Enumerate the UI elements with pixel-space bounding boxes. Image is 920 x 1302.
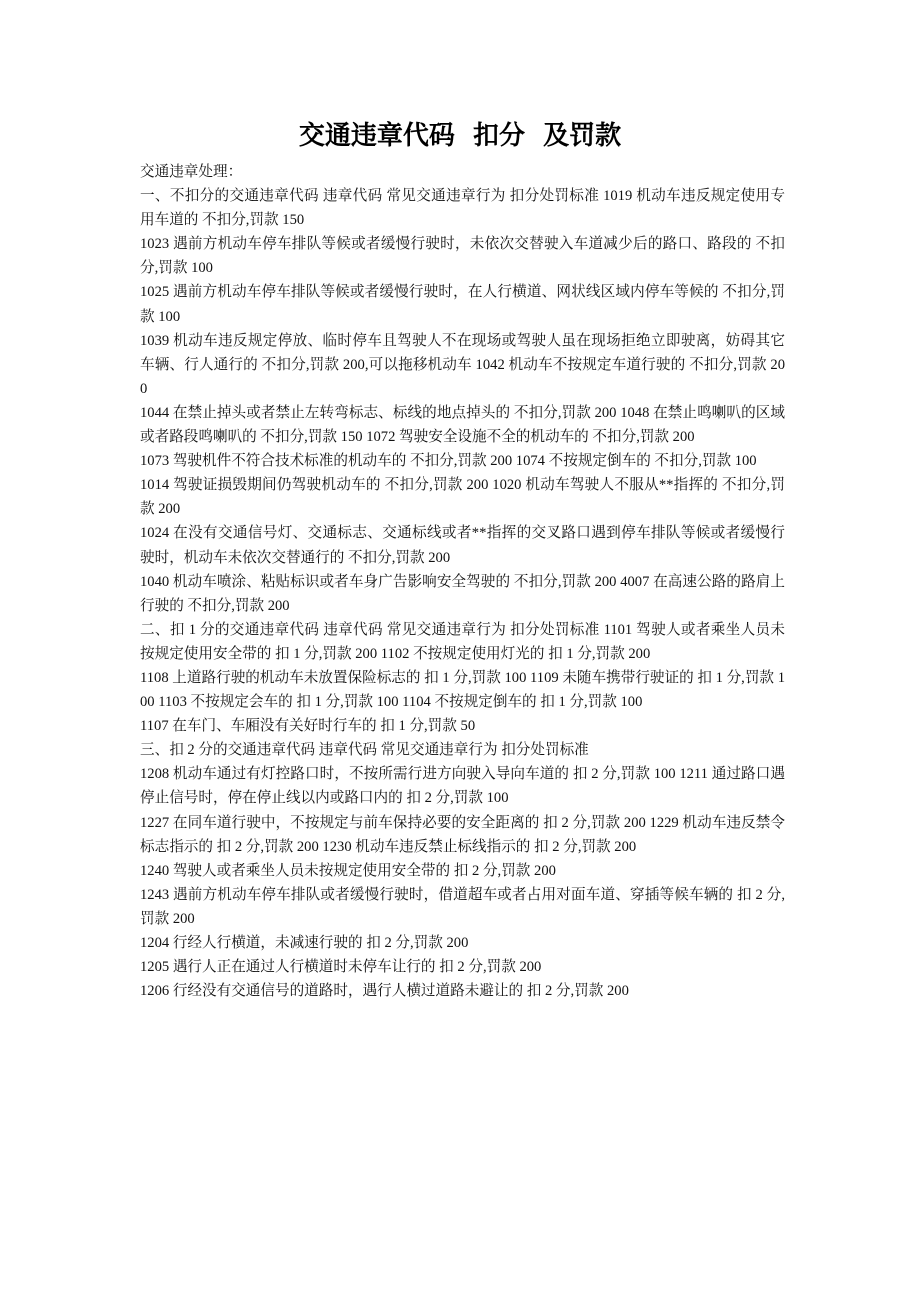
- document-body: [140, 160, 785, 1003]
- paragraph: 1024 在没有交通信号灯、交通标志、交通标线或者**指挥的交叉路口遇到停车排队等候或者缓慢行驶时，机动车未依次交替通行的 不扣分,罚款 200: [140, 525, 785, 566]
- paragraph: 1039 机动车违反规定停放、临时停车且驾驶人不在现场或驾驶人虽在现场拒绝立即驶离，妨碍其它车辆、行人通行的 不扣分,罚款 200,可以拖移机动车 1042 机动车不按规定车道行驶的 不扣分,罚款 200: [140, 332, 785, 397]
- paragraph: 1240 驾驶人或者乘坐人员未按规定使用安全带的 扣 2 分,罚款 200: [140, 862, 556, 879]
- paragraph: 1204 行经人行横道，未减速行驶的 扣 2 分,罚款 200: [140, 935, 469, 951]
- section-paragraph: 二、扣 1 分的交通违章代码 违章代码 常见交通违章行为 扣分处罚标准 1101 驾驶人或者乘坐人员未按规定使用安全带的 扣 1 分,罚款 200 1102 不按规定使用灯光的 扣 1 分,罚款 200: [140, 621, 785, 662]
- paragraph: 1025 遇前方机动车停车排队等候或者缓慢行驶时，在人行横道、网状线区域内停车等候的 不扣分,罚款 100: [140, 284, 785, 325]
- document-title: 交通违章代码 扣分 及罚款: [298, 121, 622, 151]
- paragraph: 1040 机动车喷涂、粘贴标识或者车身广告影响安全驾驶的 不扣分,罚款 200 4007 在高速公路的路肩上行驶的 不扣分,罚款 200: [140, 573, 785, 614]
- paragraph: 1014 驾驶证损毁期间仍驾驶机动车的 不扣分,罚款 200 1020 机动车驾驶人不服从**指挥的 不扣分,罚款 200: [140, 477, 785, 518]
- paragraph: 1023 遇前方机动车停车排队等候或者缓慢行驶时，未依次交替驶入车道减少后的路口、路段的 不扣分,罚款 100: [140, 236, 785, 277]
- paragraph: 1108 上道路行驶的机动车未放置保险标志的 扣 1 分,罚款 100 1109 未随车携带行驶证的 扣 1 分,罚款 100 1103 不按规定会车的 扣 1 分,罚款 100 1104 不按规定倒车的 扣 1 分,罚款 100: [140, 669, 785, 711]
- paragraph: 1206 行经没有交通信号的道路时，遇行人横过道路未避让的 扣 2 分,罚款 200: [140, 983, 629, 1000]
- paragraph: 1044 在禁止掉头或者禁止左转弯标志、标线的地点掉头的 不扣分,罚款 200 1048 在禁止鸣喇叭的区域或者路段鸣喇叭的 不扣分,罚款 150 1072 驾驶安全设施不全的机动车的 不扣分,罚款 200: [140, 404, 785, 446]
- paragraph-heading: 交通违章处理：: [140, 164, 243, 180]
- section-paragraph: 三、扣 2 分的交通违章代码 违章代码 常见交通违章行为 扣分处罚标准: [140, 742, 589, 759]
- paragraph: 1243 遇前方机动车停车排队或者缓慢行驶时，借道超车或者占用对面车道、穿插等候车辆的 扣 2 分,罚款 200: [140, 886, 785, 927]
- paragraph: 一、不扣分的交通违章代码 违章代码 常见交通违章行为 扣分处罚标准 1019 机动车违反规定使用专用车道的 不扣分,罚款 150: [140, 188, 785, 229]
- paragraph: 1073 驾驶机件不符合技术标准的机动车的 不扣分,罚款 200 1074 不按规定倒车的 不扣分,罚款 100: [140, 453, 757, 470]
- paragraph: 1205 遇行人正在通过人行横道时未停车让行的 扣 2 分,罚款 200: [140, 959, 542, 976]
- paragraph: 1208 机动车通过有灯控路口时，不按所需行进方向驶入导向车道的 扣 2 分,罚款 100 1211 通过路口遇停止信号时，停在停止线以内或路口内的 扣 2 分,罚款 100: [140, 766, 785, 807]
- paragraph: 1227 在同车道行驶中，不按规定与前车保持必要的安全距离的 扣 2 分,罚款 200 1229 机动车违反禁令标志指示的 扣 2 分,罚款 200 1230 机动车违反禁止标线指示的 扣 2 分,罚款 200: [140, 814, 785, 855]
- paragraph: 1107 在车门、车厢没有关好时行车的 扣 1 分,罚款 50: [140, 718, 476, 735]
